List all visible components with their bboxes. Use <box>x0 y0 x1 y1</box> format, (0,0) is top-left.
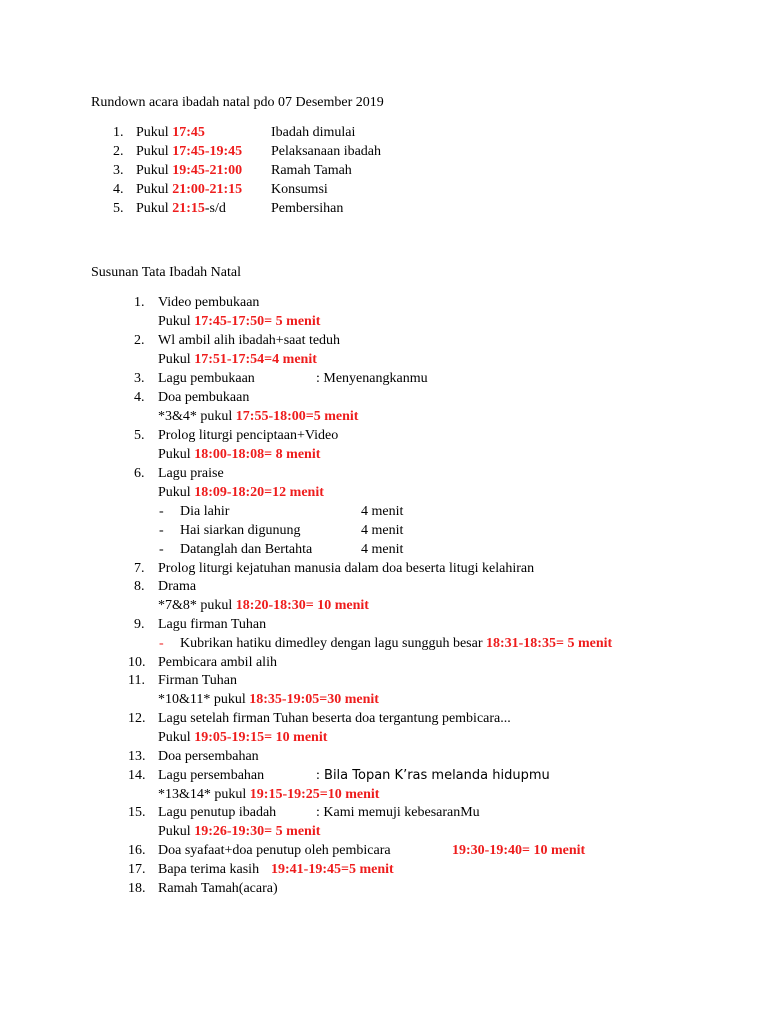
list-item-number: 17. <box>128 862 146 877</box>
list-item-number: 3. <box>134 371 145 386</box>
list-item-number: 2. <box>113 144 124 159</box>
song-title: Dia lahir <box>180 504 230 519</box>
time-value: 18:09-18:20=12 menit <box>194 485 324 500</box>
pukul-label: Pukul <box>158 485 195 500</box>
activity-description: Konsumsi <box>271 182 328 197</box>
time-line <box>158 446 320 464</box>
time-line <box>158 597 369 615</box>
list-item-text: Doa pembukaan <box>158 390 250 405</box>
bullet-dash: - <box>159 523 164 538</box>
time-value: 19:45-21:00 <box>172 163 243 178</box>
time-line <box>158 484 324 502</box>
bullet-dash: - <box>159 504 164 519</box>
activity-description: Ramah Tamah <box>271 163 352 178</box>
song-duration: 4 menit <box>361 523 404 538</box>
list-item-number: 1. <box>113 125 124 140</box>
time-value: 19:15-19:25=10 menit <box>249 787 380 802</box>
list-item-text: Drama <box>158 579 197 594</box>
list-item-text: Doa persembahan <box>158 749 259 764</box>
list-item-text: Lagu persembahan <box>158 768 265 783</box>
rundown-heading: Rundown acara ibadah natal pdo 07 Desember 2019 <box>91 95 384 110</box>
list-item-text: Prolog liturgi kejatuhan manusia dalam doa beserta litugi kelahiran <box>158 561 535 576</box>
list-item-number: 5. <box>134 428 145 443</box>
list-item-text: Bapa terima kasih <box>158 862 260 877</box>
list-item-number: 15. <box>128 805 146 820</box>
pukul-label: Pukul <box>136 201 173 216</box>
song-title: Kubrikan hatiku dimedley dengan lagu sungguh besar <box>180 636 486 651</box>
time-value: 17:45-17:50= 5 menit <box>194 314 321 329</box>
time-suffix: -s/d <box>204 201 226 216</box>
list-item-text: Lagu pembukaan <box>158 371 255 386</box>
list-item-number: 6. <box>134 466 145 481</box>
song-title: Bila Topan K’ras melanda hidupmu <box>319 768 550 783</box>
list-item-text: Ramah Tamah(acara) <box>158 881 278 896</box>
time-line <box>158 729 327 747</box>
susunan-heading: Susunan Tata Ibadah Natal <box>91 265 241 280</box>
song-title: : Menyenangkanmu <box>316 371 428 386</box>
pukul-label: Pukul <box>158 314 195 329</box>
pukul-label: Pukul <box>158 447 195 462</box>
list-item-text: Doa syafaat+doa penutup oleh pembicara <box>158 843 391 858</box>
list-item-number: 8. <box>134 579 145 594</box>
time-value: 17:45 <box>172 125 205 140</box>
time-value: 17:51-17:54=4 menit <box>194 352 317 367</box>
list-item-text: Lagu penutup ibadah <box>158 805 277 820</box>
pukul-label: Pukul <box>136 182 173 197</box>
list-item-number: 2. <box>134 333 145 348</box>
list-item-text: Wl ambil alih ibadah+saat teduh <box>158 333 341 348</box>
pukul-label: Pukul <box>136 144 173 159</box>
time-value: 21:00-21:15 <box>172 182 243 197</box>
song-colon: : <box>316 768 320 783</box>
pukul-label: Pukul <box>158 824 195 839</box>
time-value: 19:26-19:30= 5 menit <box>194 824 321 839</box>
list-item-number: 13. <box>128 749 146 764</box>
list-item-number: 10. <box>128 655 146 670</box>
time-line <box>158 823 320 841</box>
time-line <box>158 408 358 426</box>
song-duration: 4 menit <box>361 542 404 557</box>
list-item-number: 5. <box>113 201 124 216</box>
pukul-label: *7&8* pukul <box>158 598 236 613</box>
song-line <box>180 635 612 653</box>
pukul-label: *13&14* pukul <box>158 787 250 802</box>
list-item-number: 7. <box>134 561 145 576</box>
list-item-number: 14. <box>128 768 146 783</box>
time-value: 21:15 <box>172 201 205 216</box>
time-value: 19:30-19:40= 10 menit <box>452 843 586 858</box>
time-value: 19:41-19:45=5 menit <box>271 862 394 877</box>
pukul-label: *10&11* pukul <box>158 692 250 707</box>
activity-description: Pelaksanaan ibadah <box>271 144 382 159</box>
list-item <box>136 143 242 161</box>
list-item-text: Firman Tuhan <box>158 673 237 688</box>
list-item-text: Pembicara ambil alih <box>158 655 277 670</box>
time-value: 18:20-18:30= 10 menit <box>235 598 369 613</box>
bullet-dash: - <box>159 542 164 557</box>
list-item-text: Lagu setelah firman Tuhan beserta doa tergantung pembicara... <box>158 711 511 726</box>
pukul-label: Pukul <box>158 352 195 367</box>
bullet-dash: - <box>159 636 164 651</box>
list-item-number: 3. <box>113 163 124 178</box>
list-item-text: Prolog liturgi penciptaan+Video <box>158 428 339 443</box>
time-value: 18:31-18:35= 5 menit <box>485 636 613 651</box>
time-line <box>158 313 320 331</box>
song-title: : Kami memuji kebesaranMu <box>316 805 480 820</box>
list-item-number: 16. <box>128 843 146 858</box>
time-line <box>158 691 379 709</box>
time-value: 18:00-18:08= 8 menit <box>194 447 321 462</box>
pukul-label: Pukul <box>136 163 173 178</box>
list-item <box>136 124 205 142</box>
time-line <box>158 786 379 804</box>
list-item <box>136 200 226 218</box>
list-item-number: 18. <box>128 881 146 896</box>
song-duration: 4 menit <box>361 504 404 519</box>
list-item-number: 11. <box>128 673 145 688</box>
activity-description: Pembersihan <box>271 201 344 216</box>
list-item-number: 1. <box>134 295 145 310</box>
pukul-label: *3&4* pukul <box>158 409 236 424</box>
list-item-number: 12. <box>128 711 146 726</box>
list-item-text: Lagu praise <box>158 466 224 481</box>
list-item-text: Video pembukaan <box>158 295 260 310</box>
time-line <box>158 351 317 369</box>
time-value: 18:35-19:05=30 menit <box>249 692 379 707</box>
song-title-line <box>316 767 550 785</box>
list-item-number: 4. <box>134 390 145 405</box>
time-value: 17:55-18:00=5 menit <box>235 409 359 424</box>
list-item-text: Lagu firman Tuhan <box>158 617 267 632</box>
song-title: Hai siarkan digunung <box>180 523 301 538</box>
list-item <box>136 181 242 199</box>
list-item-number: 4. <box>113 182 124 197</box>
song-title: Datanglah dan Bertahta <box>180 542 313 557</box>
list-item <box>136 162 242 180</box>
pukul-label: Pukul <box>158 730 195 745</box>
pukul-label: Pukul <box>136 125 173 140</box>
time-value: 17:45-19:45 <box>172 144 243 159</box>
list-item-number: 9. <box>134 617 145 632</box>
activity-description: Ibadah dimulai <box>271 125 356 140</box>
time-value: 19:05-19:15= 10 menit <box>194 730 328 745</box>
